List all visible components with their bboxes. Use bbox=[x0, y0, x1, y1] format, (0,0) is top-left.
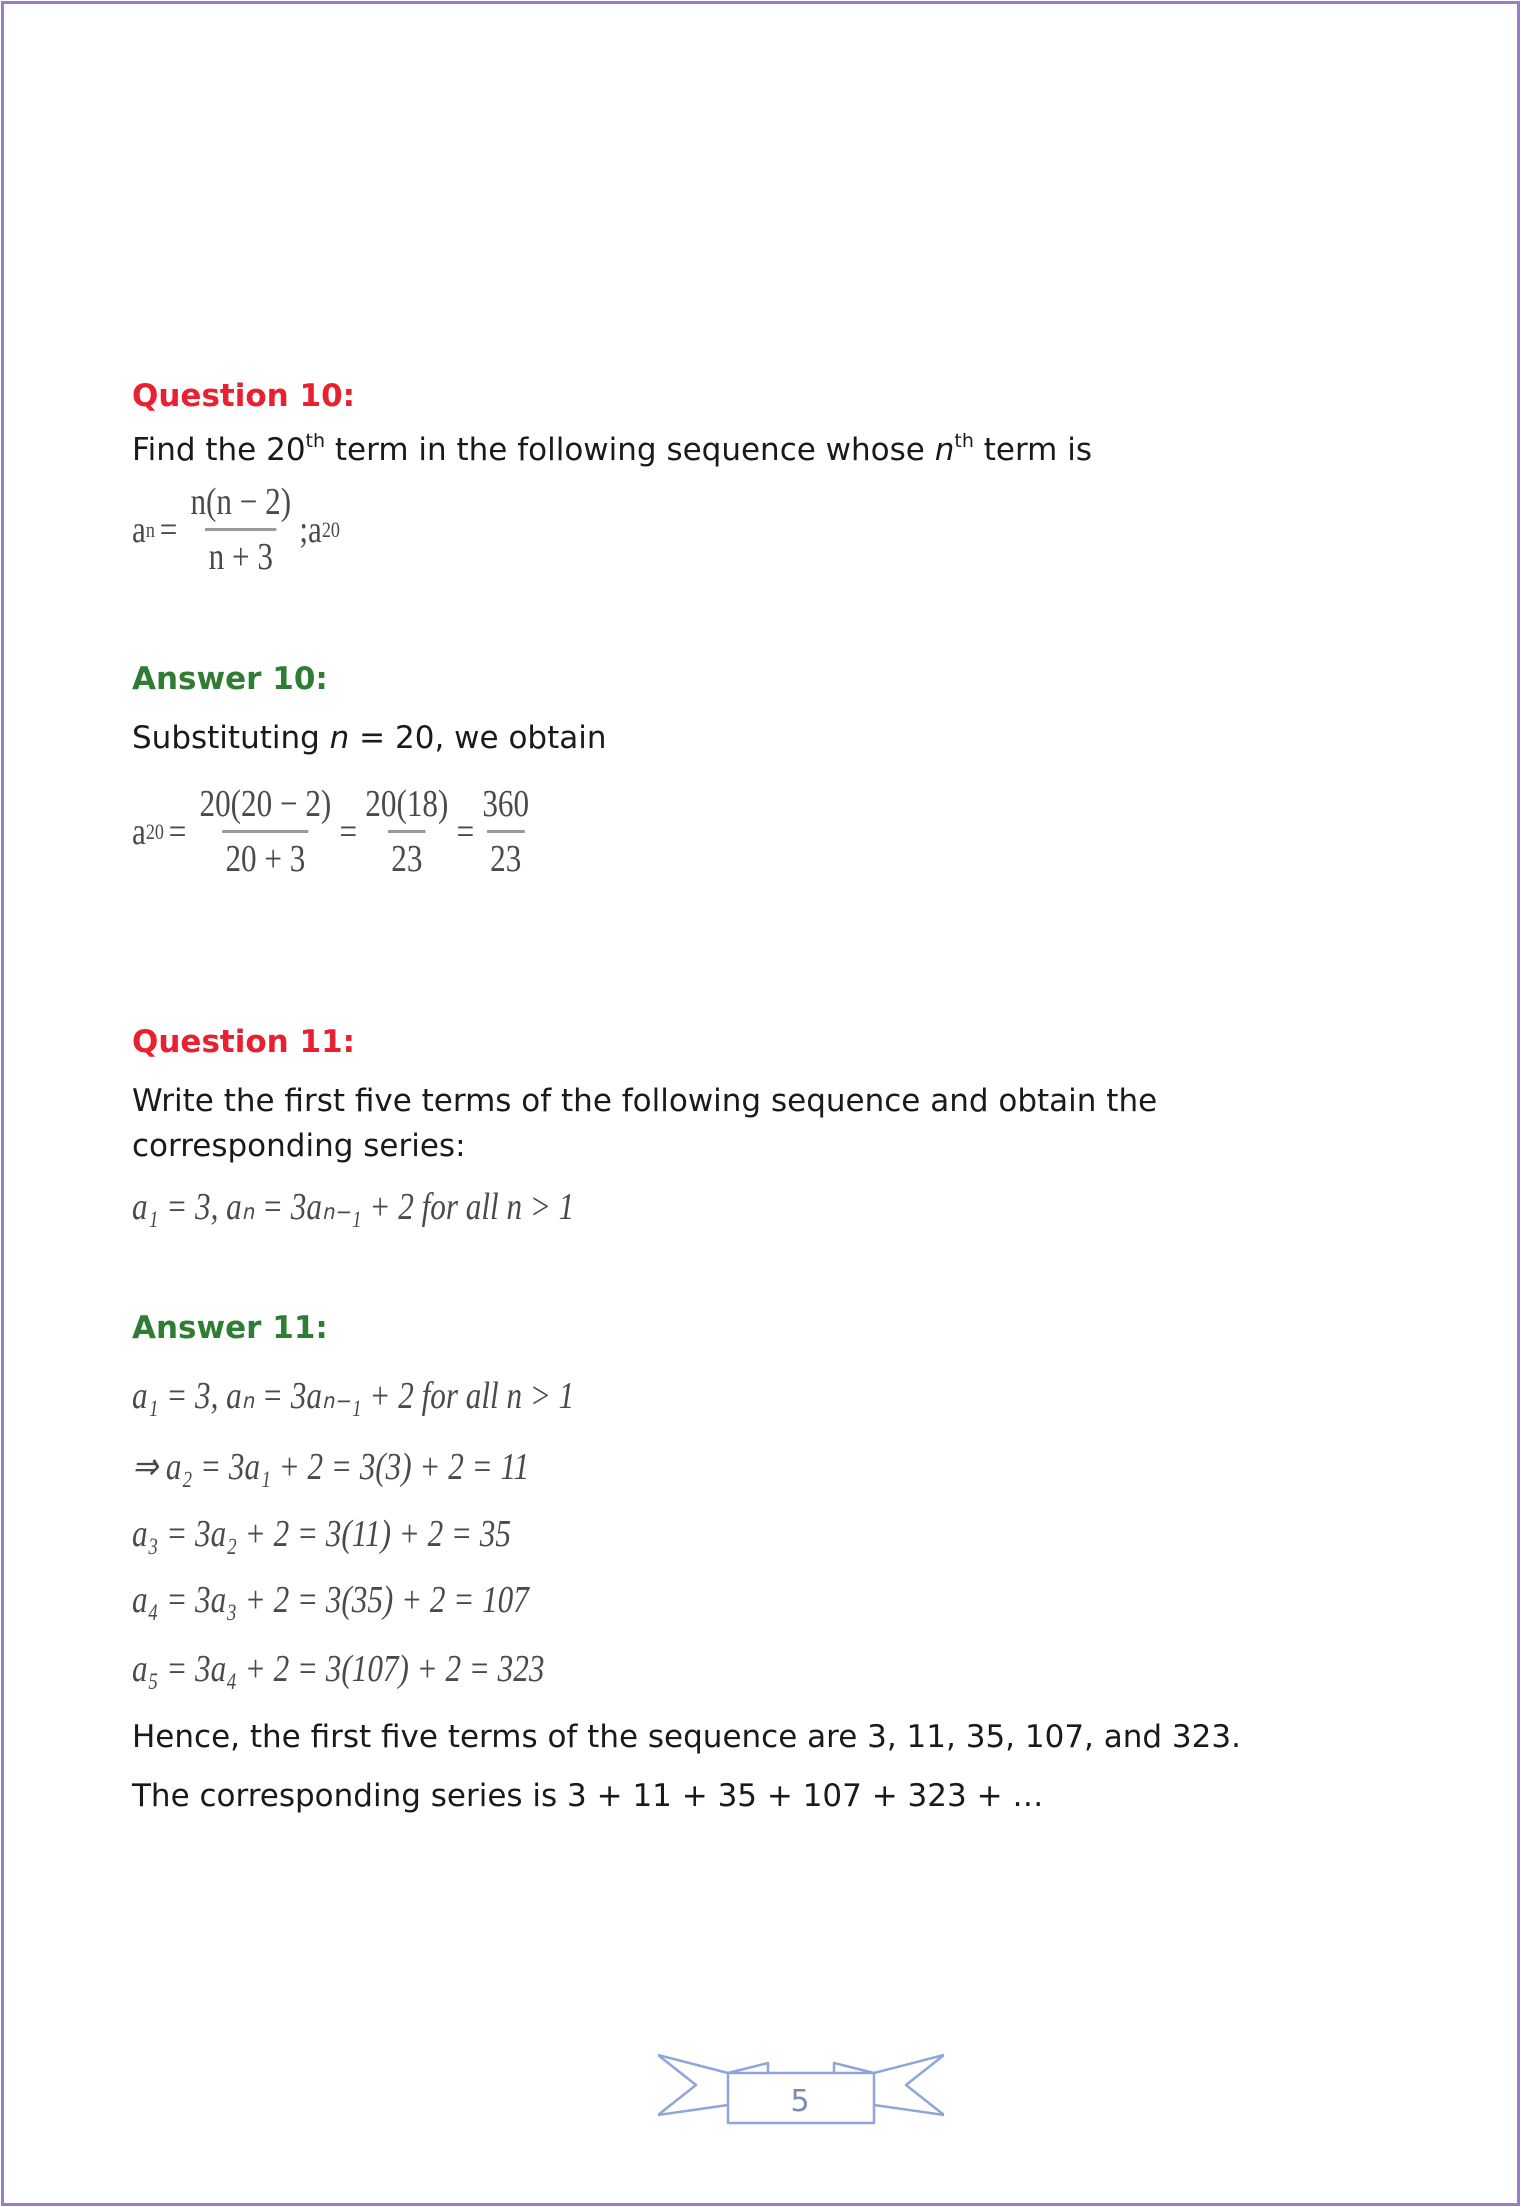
numerator: 360 bbox=[482, 783, 530, 825]
text: = 20, we obtain bbox=[349, 720, 607, 756]
text: Find the 20 bbox=[132, 432, 306, 468]
denominator: 23 bbox=[487, 830, 525, 881]
answer-11-series: The corresponding series is 3 + 11 + 35 + 107 + 323 + … bbox=[132, 1778, 1044, 1814]
formula-eq: = bbox=[159, 508, 178, 551]
denominator: n + 3 bbox=[205, 528, 276, 579]
formula-text: a bbox=[132, 810, 146, 853]
formula-text: a bbox=[132, 508, 146, 551]
variable: n bbox=[329, 720, 350, 756]
superscript: th bbox=[954, 430, 974, 452]
formula-eq: = bbox=[339, 810, 358, 853]
formula-sub: n bbox=[145, 516, 155, 542]
answer-10-text bbox=[132, 720, 607, 756]
page-number: 5 bbox=[790, 2084, 810, 2119]
variable: n bbox=[934, 432, 955, 468]
text: term is bbox=[973, 432, 1092, 468]
question-10-formula bbox=[132, 480, 340, 579]
answer-11-step: a₁ = 3, aₙ = 3aₙ₋₁ + 2 for all n > 1 bbox=[132, 1375, 575, 1417]
question-11-line-2: corresponding series: bbox=[132, 1128, 466, 1164]
fraction bbox=[187, 480, 294, 579]
denominator: 23 bbox=[388, 830, 426, 881]
answer-10-heading: Answer 10: bbox=[132, 661, 328, 697]
question-11-line-1: Write the first five terms of the following sequence and obtain the bbox=[132, 1083, 1158, 1119]
answer-11-heading: Answer 11: bbox=[132, 1310, 328, 1346]
answer-11-step: a₃ = 3a₂ + 2 = 3(11) + 2 = 35 bbox=[132, 1513, 511, 1555]
question-10-text bbox=[132, 432, 1092, 468]
fraction bbox=[196, 782, 334, 881]
formula-sub: 20 bbox=[145, 818, 164, 844]
text: Substituting bbox=[132, 720, 330, 756]
answer-11-step: a₅ = 3a₄ + 2 = 3(107) + 2 = 323 bbox=[132, 1648, 545, 1690]
question-10-heading: Question 10: bbox=[132, 378, 356, 414]
text: term in the following sequence whose bbox=[325, 432, 935, 468]
answer-11-step: a₄ = 3a₃ + 2 = 3(35) + 2 = 107 bbox=[132, 1579, 529, 1621]
fraction bbox=[362, 782, 452, 881]
formula-eq: = bbox=[168, 810, 187, 853]
numerator: 20(20 − 2) bbox=[199, 783, 332, 825]
denominator: 20 + 3 bbox=[222, 830, 308, 881]
superscript: th bbox=[305, 430, 326, 452]
answer-11-step: ⇒ a₂ = 3a₁ + 2 = 3(3) + 2 = 11 bbox=[132, 1446, 530, 1488]
formula-eq: = bbox=[456, 810, 475, 853]
numerator: n(n − 2) bbox=[190, 481, 292, 523]
formula-text: ;a bbox=[299, 508, 322, 551]
fraction bbox=[479, 782, 532, 881]
answer-11-conclusion: Hence, the first five terms of the sequence are 3, 11, 35, 107, and 323. bbox=[132, 1719, 1241, 1755]
numerator: 20(18) bbox=[365, 783, 449, 825]
formula-sub: 20 bbox=[321, 516, 340, 542]
answer-10-formula bbox=[132, 782, 537, 881]
question-11-heading: Question 11: bbox=[132, 1024, 356, 1060]
question-11-formula: a₁ = 3, aₙ = 3aₙ₋₁ + 2 for all n > 1 bbox=[132, 1186, 575, 1228]
